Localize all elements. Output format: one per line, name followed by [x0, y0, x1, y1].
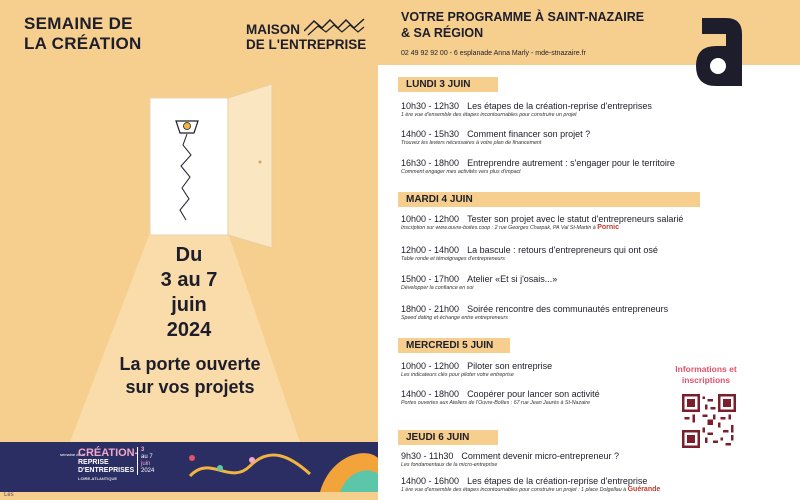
event-description: Comment engager mes activités vers plus d'impact — [401, 169, 521, 175]
list-item — [401, 451, 731, 469]
event-time: 15h00 - 17h00 — [401, 274, 460, 284]
day-label: MERCREDI 5 JUIN — [406, 340, 494, 351]
list-item — [401, 214, 731, 232]
event-time: 10h00 - 12h00 — [401, 214, 460, 224]
event-time: 10h00 - 12h00 — [401, 361, 460, 371]
list-item — [401, 129, 731, 147]
day-label: LUNDI 3 JUIN — [406, 79, 471, 90]
dates-line: 2024 — [166, 319, 212, 341]
dates-line: Du — [175, 244, 203, 266]
footer-left-text: Les — [4, 492, 14, 498]
contact-info: 02 49 92 92 00 - 6 esplanade Anna Marly - mde-stnazaire.fr — [401, 50, 586, 57]
event-location-highlight: Pornic — [597, 224, 619, 231]
list-item — [401, 101, 731, 119]
dates-line: juin — [171, 294, 207, 316]
event-title: Comment financer son projet ? — [467, 129, 591, 139]
event-location-highlight: Guérande — [627, 486, 661, 493]
program-title — [401, 9, 644, 41]
event-description: Portes ouvertes aux Ateliers de l'Ouvre-Boîtes : 67 rue Jean Jaurès à St-Nazaire — [401, 400, 590, 406]
banner-dates — [137, 447, 154, 475]
tagline-line2: sur vos projets — [125, 377, 255, 397]
banner-small-text: semaine de la — [60, 452, 85, 457]
day-label: MARDI 4 JUIN — [406, 194, 473, 205]
dates-line: 3 au 7 — [160, 269, 218, 291]
banner-dates-line3: juin — [141, 461, 151, 467]
list-item — [401, 274, 731, 292]
list-item — [401, 304, 731, 322]
event-time: 10h30 - 12h30 — [401, 101, 460, 111]
event-description: Speed dating et échange entre entrepreneurs — [401, 315, 508, 321]
banner-dates-line1: 3 — [141, 447, 145, 453]
event-title: Atelier «Et si j'osais...» — [467, 274, 558, 284]
event-description: Trouvez les leviers nécessaires à votre plan de financement — [401, 140, 542, 146]
event-time: 18h00 - 21h00 — [401, 304, 460, 314]
banner-creation: CRÉATION- — [78, 447, 139, 459]
event-title: Coopérer pour lancer son activité — [467, 389, 600, 399]
tagline — [70, 353, 310, 399]
event-title: Soirée rencontre des communautés entrepreneurs — [467, 304, 669, 314]
banner-reprise-line2: D'ENTREPRISES — [78, 467, 135, 474]
list-item — [401, 476, 731, 494]
waves-logo-icon — [304, 16, 366, 36]
organizer-line2: DE L'ENTREPRISE — [246, 37, 367, 52]
banner-region: LOIRE-ATLANTIQUE — [78, 476, 118, 481]
event-title: Tester son projet avec le statut d'entrepreneurs salarié — [467, 214, 684, 224]
registration-info — [666, 364, 746, 386]
event-title: Piloter son entreprise — [467, 361, 553, 371]
event-description: Les fondamentaux de la micro-entreprise — [401, 462, 498, 468]
event-time: 16h30 - 18h00 — [401, 158, 460, 168]
event-title-line2: LA CRÉATION — [24, 34, 142, 53]
event-dates — [104, 243, 274, 343]
event-description: 1 ère vue d'ensemble des étapes incontournables pour construire un projet — [401, 112, 577, 118]
day-label: JEUDI 6 JUIN — [406, 432, 470, 443]
event-time: 9h30 - 11h30 — [401, 451, 454, 461]
list-item — [401, 158, 731, 176]
banner-dates-line4: 2024 — [141, 468, 155, 474]
event-time: 14h00 - 15h30 — [401, 129, 460, 139]
event-title: Comment devenir micro-entrepreneur ? — [461, 451, 619, 461]
poster-panel — [0, 0, 378, 500]
event-title — [24, 14, 142, 54]
event-description: Développer la confiance en soi — [401, 285, 474, 291]
banner-reprise-line1: REPRISE — [78, 459, 109, 466]
program-title-line1: VOTRE PROGRAMME À SAINT-NAZAIRE — [401, 10, 645, 24]
event-title: La bascule : retours d'entrepreneurs qui ont osé — [467, 245, 658, 255]
event-description: Table ronde et témoignages d'entrepreneurs — [401, 256, 505, 262]
event-time: 12h00 - 14h00 — [401, 245, 460, 255]
event-time: 14h00 - 18h00 — [401, 389, 460, 399]
event-title-line1: SEMAINE DE — [24, 14, 133, 33]
day-header-wednesday — [398, 338, 510, 353]
event-title: Les étapes de la création-reprise d'entreprises — [467, 101, 652, 111]
list-item — [401, 245, 731, 263]
banner-reprise — [78, 459, 134, 483]
event-title: Les étapes de la création-reprise d'entreprise — [467, 476, 648, 486]
day-header-tuesday — [398, 192, 700, 207]
event-description: 1 ère vue d'ensemble des étapes incontournables pour construire un projet : 1 place Dolgellau à — [401, 487, 627, 493]
banner-dates-line2: au 7 — [141, 454, 153, 460]
banner-illustration — [180, 446, 378, 492]
day-header-monday — [398, 77, 498, 92]
program-title-line2: & SA RÉGION — [401, 26, 484, 40]
info-line2: inscriptions — [681, 375, 731, 385]
tagline-line1: La porte ouverte — [119, 354, 261, 374]
qr-code-icon[interactable] — [682, 394, 736, 448]
event-time: 14h00 - 16h00 — [401, 476, 460, 486]
event-description: Inscription sur www.ouvre-boites.coop : 2 rue Georges Charpak, PA Val St-Martin à — [401, 225, 596, 231]
organizer-line1: MAISON — [246, 22, 300, 37]
brand-a-logo-icon — [696, 18, 742, 86]
event-title: Entreprendre autrement : s'engager pour le territoire — [467, 158, 675, 168]
event-description: Les indicateurs clés pour piloter votre entreprise — [401, 372, 514, 378]
info-line1: Informations et — [675, 364, 737, 374]
day-header-thursday — [398, 430, 498, 445]
